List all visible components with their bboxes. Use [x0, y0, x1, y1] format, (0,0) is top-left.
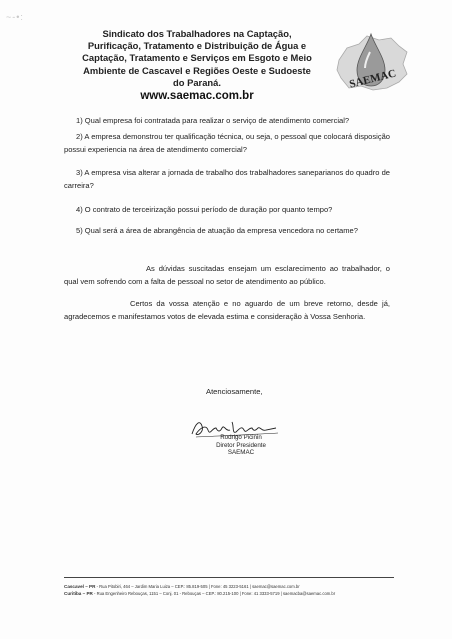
union-header — [63, 28, 331, 89]
saemac-logo — [333, 30, 411, 102]
paragraph-thanks: Certos da vossa atenção e no aguardo de um breve retorno, desde já, agradecemos e manifestamos votos de elevada estima e consideração à Vossa Senhoria. — [64, 299, 390, 322]
header-line: Sindicato dos Trabalhadores na Captação, — [102, 28, 292, 39]
question-1: 1) Qual empresa foi contratada para realizar o serviço de atendimento comercial? — [76, 116, 350, 125]
footer-address: - Rua Pitobiri, 464 – Jardim Maria Luiza – CEP.: 85.819-505 | Fone: 45 3223-5161 | saemac@saemac.com.br — [95, 584, 300, 589]
footer-address: - Rua Engenheiro Rebouças, 1151 – Conj. 01 - Rebouças – CEP.: 80.215-100 | Fone: 41 3333-5719 | saemacba@saemac.com.br — [92, 591, 336, 597]
question-3: 3) A empresa visa alterar a jornada de trabalho dos trabalhadores saneparianos do quadro de carreira? — [64, 168, 390, 191]
question-2: 2) A empresa demonstrou ter qualificação técnica, ou seja, o pessoal que colocará disposição possui experiencia na área de atendimento comercial? — [64, 132, 390, 155]
svg-text:SAEMAC: SAEMAC — [348, 67, 398, 91]
header-line: Captação, Tratamento e Serviços em Esgoto e Meio — [82, 52, 312, 64]
footer-city: Cascavel – PR — [64, 584, 96, 589]
footer-line-cascavel — [64, 583, 404, 590]
scan-corner-mark: ~-•: — [6, 12, 24, 22]
website-link[interactable]: www.saemac.com.br — [140, 90, 254, 102]
footer-addresses — [64, 583, 404, 598]
footer-line-curitiba — [64, 590, 404, 597]
paragraph-doubts: As dúvidas suscitadas ensejam um esclarecimento ao trabalhador, o qual vem sofrendo com a falta de pessoal no setor de atendimento ao público. — [64, 264, 390, 287]
header-line: Purificação, Tratamento e Distribuição de Água e — [87, 40, 307, 52]
footer-city: Curitiba – PR — [64, 591, 93, 597]
signer-name: Rodrigo Picinin — [220, 434, 262, 441]
signer-title: Diretor Presidente — [216, 441, 266, 449]
footer-divider — [64, 577, 394, 578]
question-4: 4) O contrato de terceirização possui período de duração por quanto tempo? — [76, 205, 333, 214]
signer-block — [205, 434, 277, 457]
header-line: do Paraná. — [173, 76, 221, 88]
closing-salutation: Atenciosamente, — [206, 387, 263, 396]
header-line: Ambiente de Cascavel e Regiões Oeste e Sudoeste — [83, 64, 311, 76]
signer-org: SAEMAC — [227, 449, 255, 457]
question-5: 5) Qual será a área de abrangência de atuação da empresa vencedora no certame? — [76, 226, 358, 235]
